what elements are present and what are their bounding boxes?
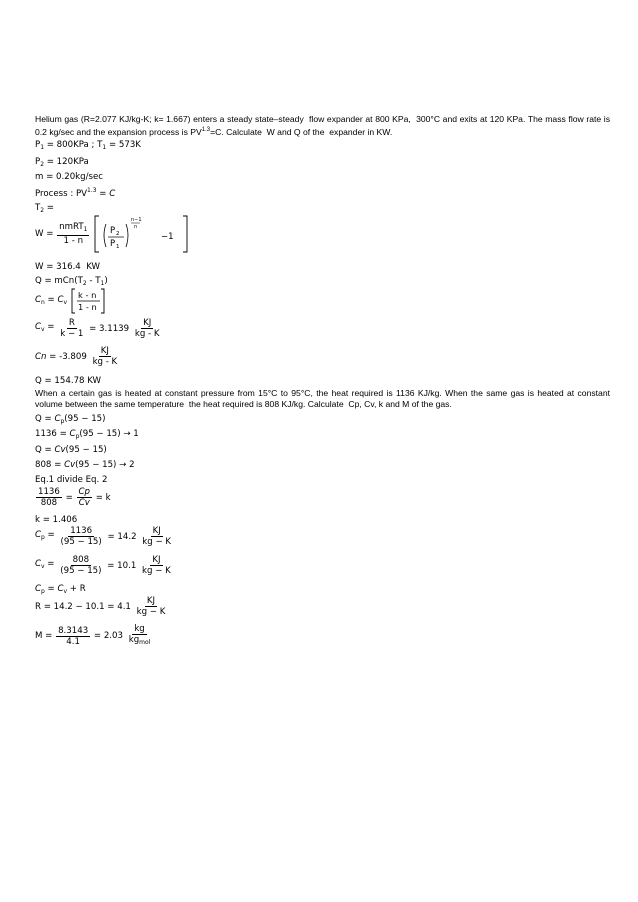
bracket-cn [70, 288, 106, 314]
svg-text:2: 2 [116, 231, 120, 237]
eq-q-cv: Q = Cv(95 − 15) [35, 445, 107, 455]
eq-k: k = 1.406 [35, 515, 78, 525]
eq-cp-value: $C_p$ = $\frac{1136}{(95 - 15)}$ = 14.2 $\frac{KJ}{kg - K}$ [35, 526, 172, 547]
problem-2-statement: When a certain gas is heated at constant pressure from 15°C to 95°C, the heat required is 1136 KJ/kg. When the same gas is heated at constant volume between the same temperature the heat required is 808 KJ/kg. Calculate Cp, Cv, k and M of the gas. [35, 388, 610, 409]
eq-t2: $T_2$ = [35, 203, 55, 214]
eq-work-result: W = 316.4 KW [35, 262, 101, 272]
eq-divide: Eq.1 divide Eq. 2 [35, 475, 108, 485]
eq-q-cp: $Q = C_p(95 - 15)$ [35, 414, 106, 425]
svg-text:P: P [110, 239, 116, 249]
svg-text:1: 1 [116, 244, 120, 250]
svg-text:n−1: n−1 [131, 217, 142, 223]
eq-ratio: $\frac{1136}{808}$ = $\frac{Cp}{Cv}$ = k [38, 487, 111, 508]
svg-text:k - n: k - n [77, 290, 97, 300]
eq-p2: $P_2 = 120KPa$ [35, 157, 89, 168]
svg-text:P: P [110, 226, 116, 236]
eq-2: 808 = Cv(95 − 15) → 2 [35, 460, 135, 470]
eq-p1-t1: $P_1 = 800KPa$ ; $T_1 = 573K$ [35, 140, 141, 151]
eq-heat-formula: $Q = mCn(T_2 - T_1)$ [35, 276, 108, 287]
eq-cv-result: $C_v$ = $\frac{808}{(95 - 15)}$ = 10.1 $\frac{KJ}{kg - K}$ [35, 555, 171, 576]
eq-1: $1136 = C_p(95 - 15) \to 1$ [35, 429, 139, 440]
eq-process: Process : $PV^{1.3} = C$ [35, 187, 116, 199]
svg-text:n: n [134, 224, 138, 230]
eq-heat-result: Q = 154.78 KW [35, 376, 102, 386]
eq-cv-value: $C_v$ = $\frac{R}{k - 1}$ = 3.1139 $\frac{KJ}{kg - K}$ [35, 318, 160, 339]
eq-r-value: R = 14.2 − 10.1 = 4.1 $\frac{KJ}{kg - K}$ [35, 596, 166, 617]
eq-cn-value: Cn = -3.809 $\frac{KJ}{kg - K}$ [35, 346, 118, 367]
problem-1-statement: Helium gas (R=2.077 KJ/kg-K; k= 1.667) enters a steady state–steady flow expander at 800 KPa, 300°C and exits at 120 KPa. The mass flow rate is 0.2 kg/sec and the expansion process is $PV^{1.3}=C$. Calculate W and Q of the expander in KW. [35, 114, 610, 137]
eq-cp-relation: $C_p = C_v + R$ [35, 584, 86, 595]
svg-text:−1: −1 [161, 232, 174, 242]
eq-mass-flow: m = 0.20kg/sec [35, 172, 103, 182]
eq-cn-formula: $C_n = C_v$ k - n 1 - n [35, 288, 106, 314]
bracket-expression [93, 214, 189, 254]
eq-work-formula: W = $\frac{nmRT_1}{1 - n}$ P 2 P 1 n−1 n −1 [35, 214, 189, 254]
svg-text:1 - n: 1 - n [77, 302, 97, 312]
eq-molar-mass: M = $\frac{8.3143}{4.1}$ = 2.03 $\frac{kg}{kg_{mol}}$ [35, 624, 151, 647]
